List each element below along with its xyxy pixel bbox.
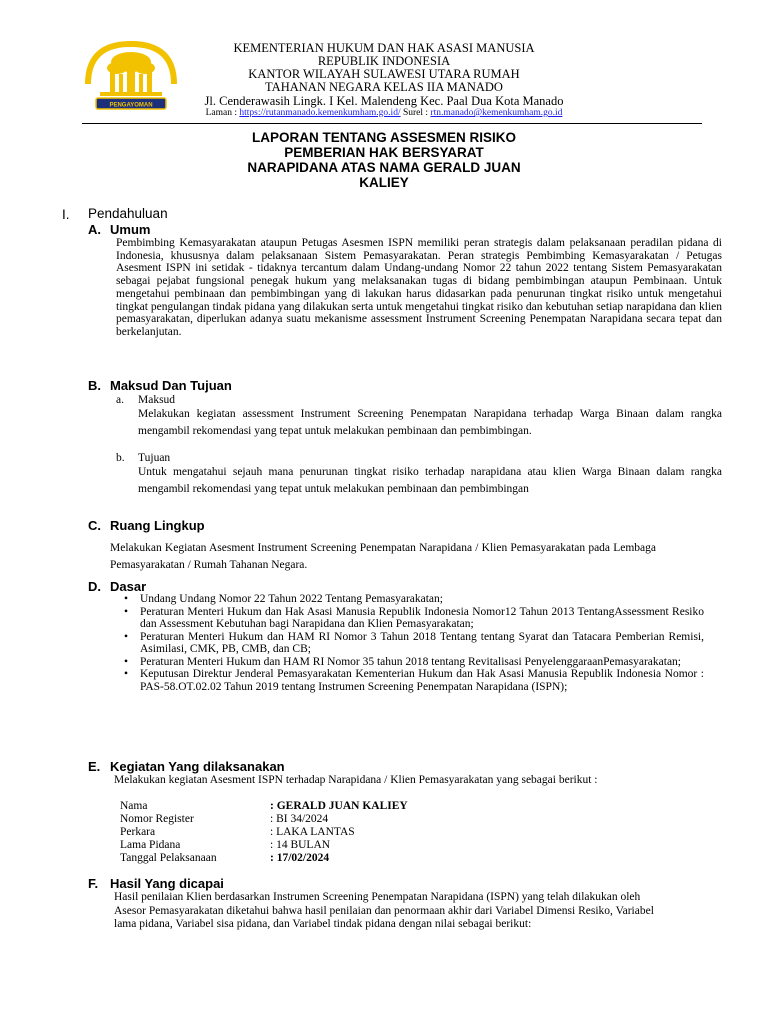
sub-a-text: Pembimbing Kemasyarakatan ataupun Petugas Asesmen ISPN memiliki peran strategis dalam pelaksanaan peradilan pidana di Indonesia, khususnya dalam pelaksanaan Sistem Pemasyarakatan. Peran strategis Pembimbing Kemasyarakatan / Petugas Asesment ISPN ini setidak - tidaknya tercantum dalam Undang-undang Nomor 22 tahun 2022 tentang Sistem Pemasyarakatan sebagai pejabat fungsional penegak hukum yang melaksanakan tugas di bidang pembimbingan ataupun Pembinaan. Untuk mengetahui pembinaan dan pembimbingan yang di lakukan harus didasarkan pada penurunan tingkat risiko untuk mengetahui tingkat pengulangan tindak pidana yang dilakukan serta untuk mengetahui tingkat risiko dan kebutuhan setiap narapidana dan klien pemasyarakatan, diperlukan adanya suatu mekanisme assessment Instrument Screening Penempatan Narapidana secara tepat dan berkelanjutan. <box>116 237 722 338</box>
dasar-item: • Keputusan Direktur Jenderal Pemasyarakatan Kementerian Hukum dan Hak Asasi Manusia Republik Indonesia Nomor : PAS-58.OT.02.02 Tahun 2019 tentang Instrumen Screening Penempatan Narapidana (ISPN); <box>124 668 704 693</box>
sub-c-text: Melakukan Kegiatan Asesment Instrument Screening Penempatan Narapidana / Klien Pemasyarakatan pada Lembaga Pemasyarakatan / Rumah Tahanan Negara. <box>110 542 656 571</box>
title-line-3: NARAPIDANA ATAS NAMA GERALD JUAN <box>247 160 521 175</box>
letterhead-divider <box>82 123 702 124</box>
letterhead-contacts <box>0 108 768 118</box>
svg-text:PENGAYOMAN: PENGAYOMAN <box>109 102 153 109</box>
sub-f-title: Hasil Yang dicapai <box>110 876 224 891</box>
maksud-text: Melakukan kegiatan assessment Instrument Screening Penempatan Narapidana terhadap Warga Binaan dalam rangka mengambil rekomendasi yang tepat untuk melakukan pembinaan dan pembimbingan. <box>138 408 722 437</box>
identity-value: : GERALD JUAN KALIEY <box>270 800 408 812</box>
email-label: Surel : <box>402 108 429 118</box>
letterhead-address: Jl. Cenderawasih Lingk. I Kel. Malendeng Kec. Paal Dua Kota Manado <box>204 94 564 108</box>
identity-value: : 14 BULAN <box>270 839 331 851</box>
dasar-item: • Undang Undang Nomor 22 Tahun 2022 Tentang Pemasyarakatan; <box>124 593 704 606</box>
tujuan-label: b. <box>116 452 125 464</box>
dasar-item: • Peraturan Menteri Hukum dan Hak Asasi Manusia Republik Indonesia Nomor12 Tahun 2013 TentangAssessment Resiko dan Assessment Kebutuhan bagi Narapidana dan Klien Pemasyarakatan; <box>124 606 704 631</box>
identity-value: : 17/02/2024 <box>270 852 330 864</box>
sub-e-title: Kegiatan Yang dilaksanakan <box>110 759 285 774</box>
sub-c-label: C. <box>88 518 101 533</box>
dasar-item: • Peraturan Menteri Hukum dan HAM RI Nomor 3 Tahun 2018 Tentang tentang Syarat dan Tatacara Pemberian Remisi, Asimilasi, CMK, PB, CMB, dan CB; <box>124 631 704 656</box>
section-number: I. <box>62 207 70 222</box>
maksud-title: Maksud <box>138 394 176 406</box>
sub-d-label: D. <box>88 579 101 594</box>
tujuan-text: Untuk mengatahui sejauh mana penurunan tingkat risiko terhadap narapidana atau klien Warga Binaan dalam rangka mengambil rekomendasi yang tepat untuk melakukan pembinaan dan pembimbingan <box>138 466 722 495</box>
sub-b-title: Maksud Dan Tujuan <box>110 378 232 393</box>
sub-e-intro: Melakukan kegiatan Asesment ISPN terhadap Narapidana / Klien Pemasyarakatan yang sebagai berikut : <box>114 774 598 786</box>
title-line-2: PEMBERIAN HAK BERSYARAT <box>284 145 484 160</box>
email-link[interactable]: rtn.manado@kemenkumham.go.id <box>430 108 563 118</box>
identity-key: Nama <box>120 800 148 812</box>
sub-a-title: Umum <box>110 222 151 237</box>
identity-key: Tanggal Pelaksanaan <box>120 852 217 864</box>
sub-c-title: Ruang Lingkup <box>110 518 205 533</box>
letterhead-ministry: KEMENTERIAN HUKUM DAN HAK ASASI MANUSIA <box>233 41 535 55</box>
identity-value: : LAKA LANTAS <box>270 826 355 838</box>
identity-value: : BI 34/2024 <box>270 813 329 825</box>
identity-key: Nomor Register <box>120 813 194 825</box>
sub-e-label: E. <box>88 759 101 774</box>
sub-a-label: A. <box>88 222 101 237</box>
dasar-list <box>124 593 704 693</box>
sub-d-title: Dasar <box>110 579 147 594</box>
letterhead-rutan: TAHANAN NEGARA KELAS IIA MANADO <box>265 80 503 94</box>
title-line-1: LAPORAN TENTANG ASSESMEN RISIKO <box>251 130 516 145</box>
letterhead-office: KANTOR WILAYAH SULAWESI UTARA RUMAH <box>248 67 520 81</box>
sub-b-label: B. <box>88 378 101 393</box>
website-link[interactable]: https://rutanmanado.kemenkumham.go.id/ <box>239 108 401 118</box>
identity-key: Lama Pidana <box>120 839 181 851</box>
maksud-label: a. <box>116 394 124 406</box>
web-label: Laman : <box>205 108 237 118</box>
tujuan-title: Tujuan <box>138 452 171 464</box>
identity-key: Perkara <box>120 826 156 838</box>
dasar-item: • Peraturan Menteri Hukum dan HAM RI Nomor 35 tahun 2018 tentang Revitalisasi PenyelenggaraanPemasyarakatan; <box>124 656 704 669</box>
sub-f-label: F. <box>88 876 99 891</box>
section-title: Pendahuluan <box>88 206 168 221</box>
title-line-4: KALIEY <box>359 175 409 190</box>
letterhead-republic: REPUBLIK INDONESIA <box>317 54 451 68</box>
sub-f-text: Hasil penilaian Klien berdasarkan Instrumen Screening Penempatan Narapidana (ISPN) yang telah dilakukan oleh Asesor Pemasyarakatan diketahui bahwa hasil penilaian dan penormaan akhir dari Variabel Dimensi Resiko, Variabel lama pidana, Variabel sisa pidana, dan Variabel tindak pidana dengan nilai sebagai berikut: <box>114 891 654 930</box>
